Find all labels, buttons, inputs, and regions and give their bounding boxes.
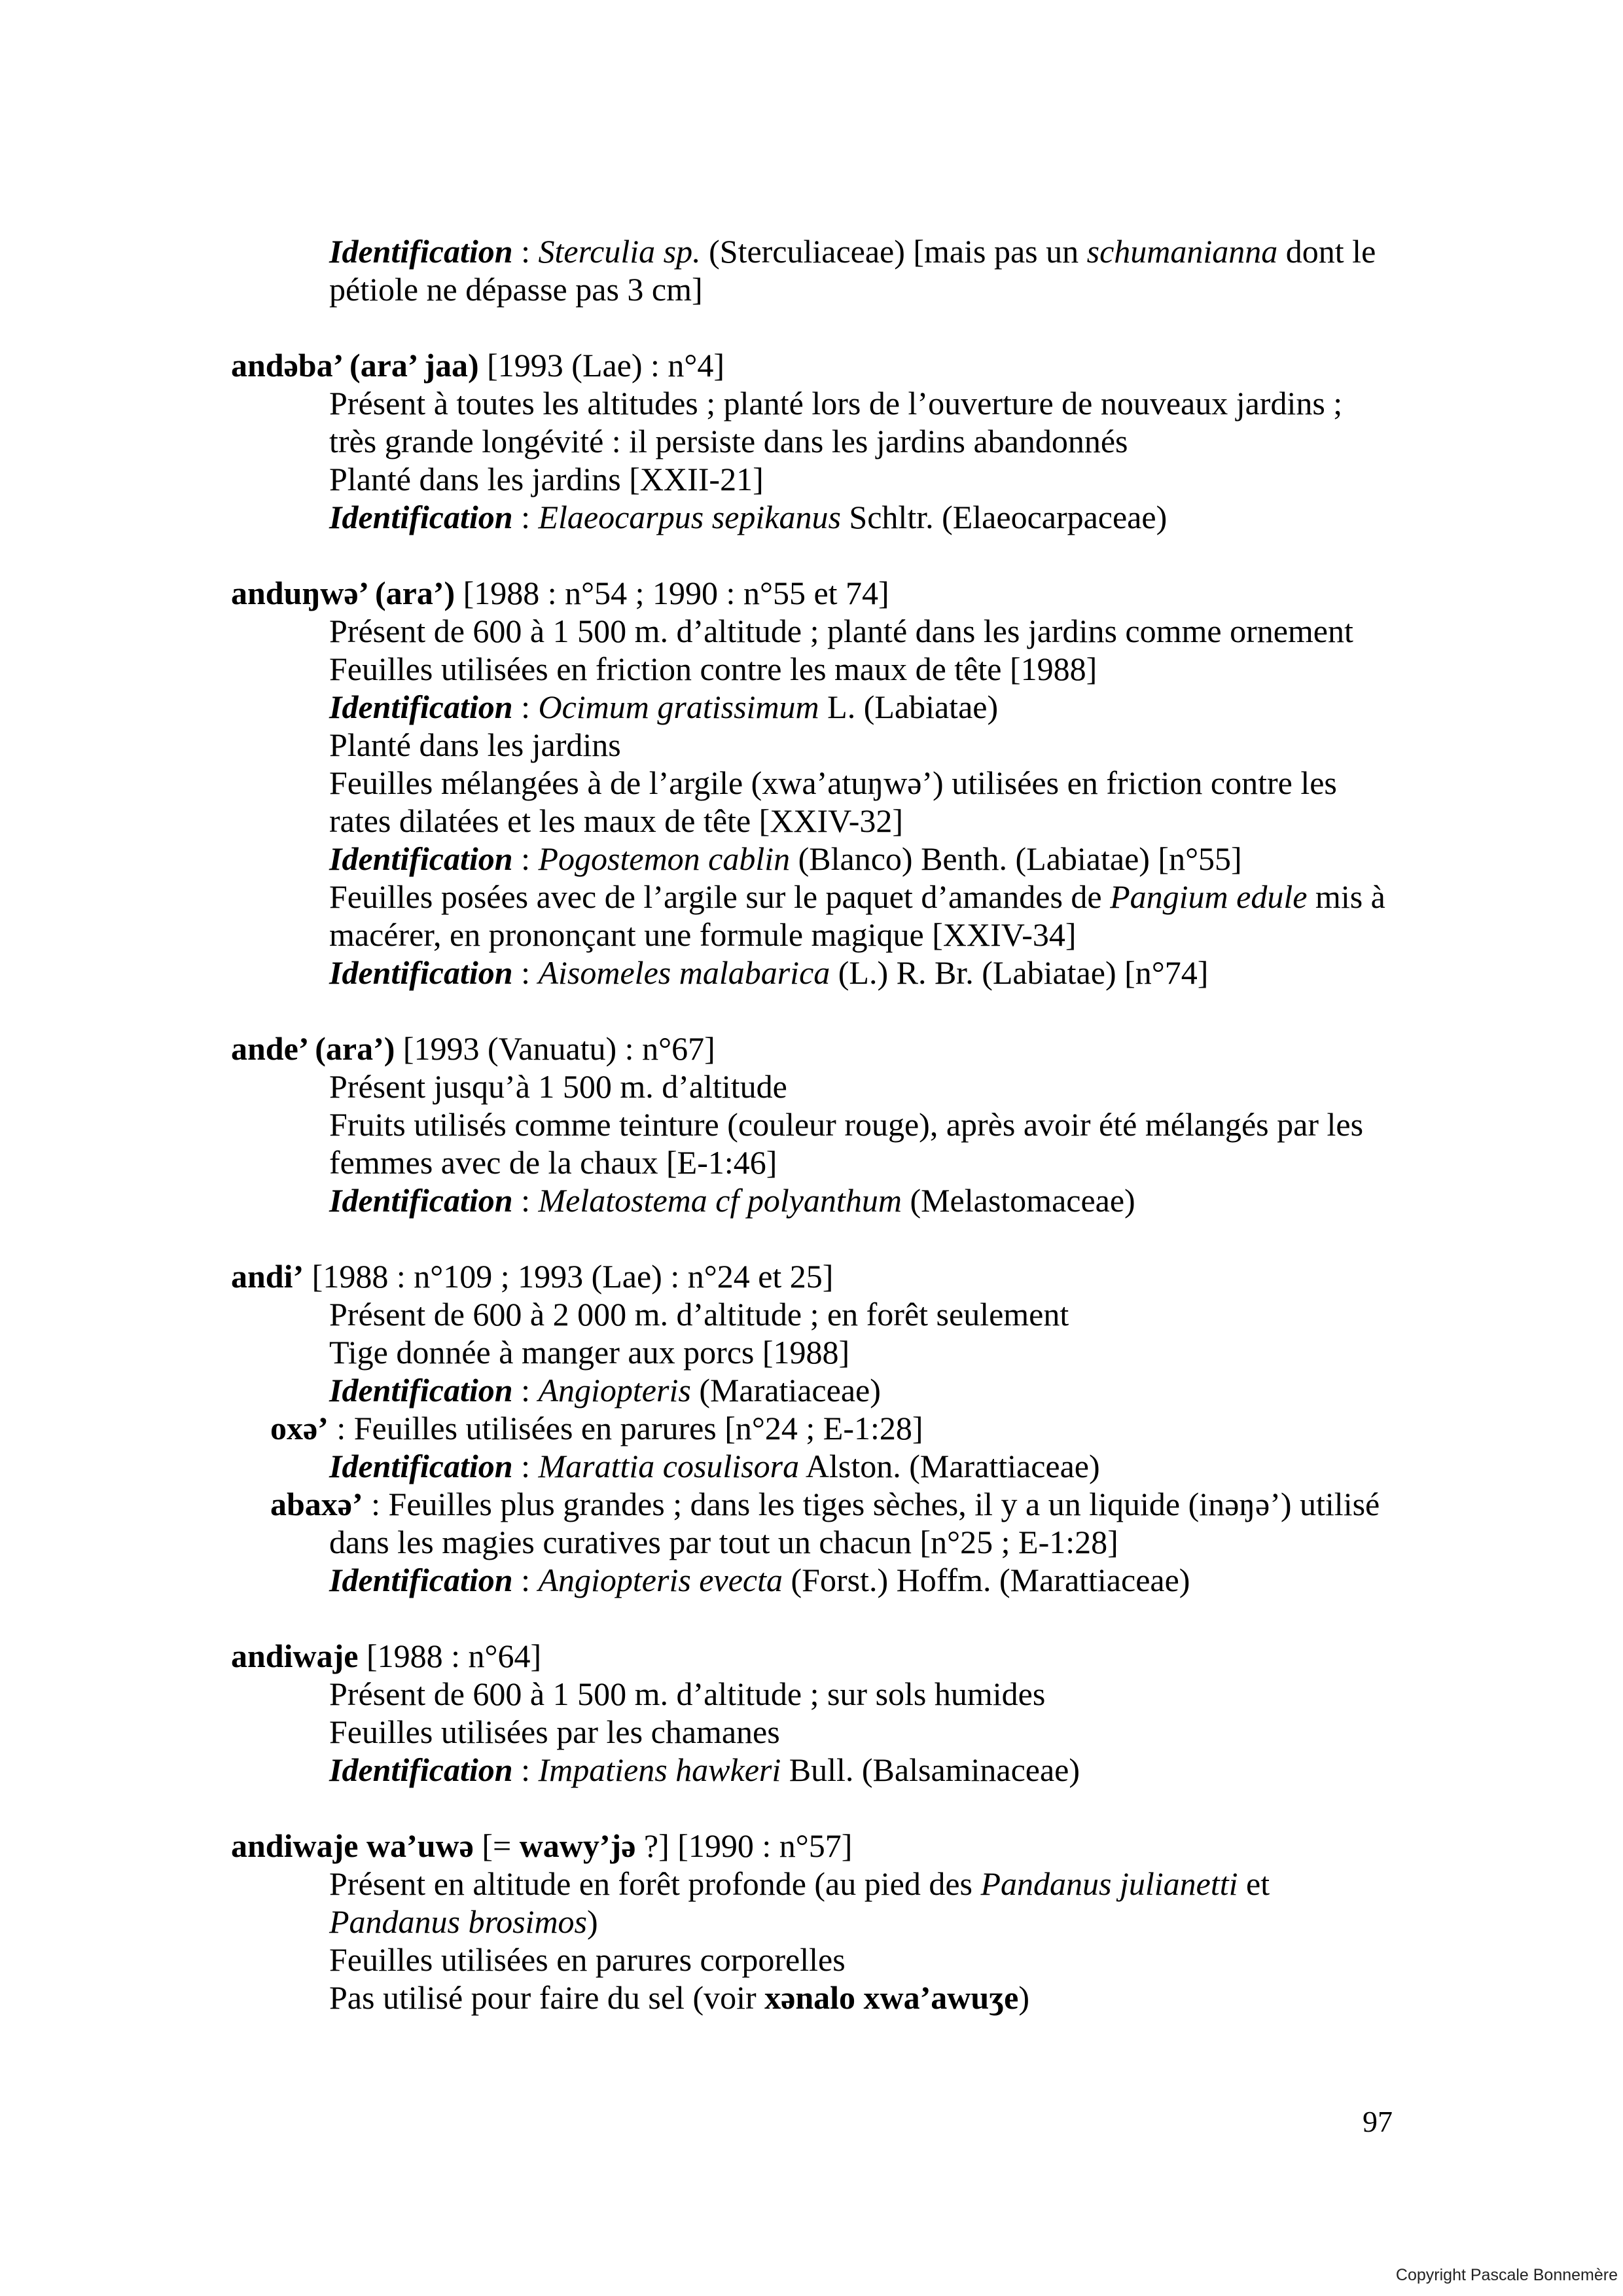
taxon-name: Pogostemon cablin — [538, 840, 791, 877]
dictionary-entry — [231, 1637, 1409, 1789]
taxon-name: Melatostema cf polyanthum — [538, 1182, 902, 1219]
entry-headword-line — [231, 1827, 1409, 1865]
dictionary-entry — [231, 1257, 1409, 1599]
entry-text: Présent de 600 à 2 000 m. d’altitude ; en forêt seulement — [329, 1296, 1069, 1333]
entry-body-line — [231, 650, 1409, 688]
identification-label: Identification — [329, 233, 513, 270]
entry-body-line — [231, 1143, 1409, 1181]
entry-body-line — [231, 726, 1409, 764]
entry-text: Tige donnée à manger aux porcs [1988] — [329, 1334, 850, 1371]
entry-text: : — [512, 233, 539, 270]
page-number: 97 — [1363, 2105, 1393, 2138]
entry-headword-line — [231, 1257, 1409, 1295]
entry-body-line — [231, 612, 1409, 650]
entry-body-line — [231, 916, 1409, 954]
sub-entry-line — [231, 1485, 1409, 1523]
entry-text: (Melastomaceae) — [901, 1182, 1135, 1219]
identification-label: Identification — [329, 499, 513, 535]
identification-label: Identification — [329, 1562, 513, 1598]
entry-text: [= — [473, 1827, 520, 1864]
entry-body-line — [231, 878, 1409, 916]
entry-text: : — [512, 1182, 539, 1219]
taxon-name: Aisomeles malabarica — [538, 954, 830, 991]
headword-text: xənalo xwa’awuʒe — [764, 1979, 1019, 2016]
entry-body-line — [231, 1295, 1409, 1333]
entry-headword-line — [231, 1030, 1409, 1067]
entry-text: [1988 : n°109 ; 1993 (Lae) : n°24 et 25] — [304, 1258, 834, 1295]
entry-body-line — [231, 802, 1409, 840]
entry-text: : — [512, 954, 539, 991]
entry-body-line — [231, 1561, 1409, 1599]
identification-label: Identification — [329, 1182, 513, 1219]
entry-body-line — [231, 1333, 1409, 1371]
entry-headword-line — [231, 346, 1409, 384]
taxon-name: Ocimum gratissimum — [538, 689, 819, 725]
entry-text: : Feuilles plus grandes ; dans les tiges sèches, il y a un liquide (inəŋə’) utilisé — [363, 1486, 1380, 1522]
entry-text: et — [1238, 1865, 1270, 1902]
copyright-notice: Copyright Pascale Bonnemère — [1395, 2266, 1618, 2284]
entry-text: Feuilles posées avec de l’argile sur le paquet d’amandes de — [329, 878, 1111, 915]
entry-body-line — [231, 422, 1409, 460]
headword-text: oxə’ — [270, 1410, 329, 1446]
entry-text: mis à — [1307, 878, 1385, 915]
entry-text: : Feuilles utilisées en parures [n°24 ; E-1:28] — [328, 1410, 923, 1446]
entry-body-line — [231, 1675, 1409, 1713]
entry-text: rates dilatées et les maux de tête [XXIV-32] — [329, 802, 904, 839]
entry-text: Fruits utilisés comme teinture (couleur rouge), après avoir été mélangés par les — [329, 1106, 1364, 1143]
identification-label: Identification — [329, 689, 513, 725]
entry-text: (Sterculiaceae) [mais pas un — [700, 233, 1087, 270]
entry-text: : — [512, 840, 539, 877]
entry-text: (Blanco) Benth. (Labiatae) [n°55] — [790, 840, 1242, 877]
headword-text: andi’ — [231, 1258, 304, 1295]
entry-body-line — [231, 498, 1409, 536]
entry-body-line — [231, 840, 1409, 878]
entry-text: Feuilles utilisées en parures corporelles — [329, 1941, 846, 1978]
entry-text: : — [512, 689, 539, 725]
entry-text: (Forst.) Hoffm. (Marattiaceae) — [782, 1562, 1190, 1598]
taxon-name: Pandanus brosimos — [329, 1903, 588, 1940]
entry-text: : — [512, 1372, 539, 1408]
entry-body-line — [231, 1979, 1409, 2017]
headword-text: abaxə’ — [270, 1486, 363, 1522]
entry-text: [1993 (Lae) : n°4] — [478, 347, 725, 384]
identification-label: Identification — [329, 1751, 513, 1788]
entry-text: (Maratiaceae) — [690, 1372, 881, 1408]
dictionary-entry — [231, 232, 1409, 308]
entry-text: [1988 : n°54 ; 1990 : n°55 et 74] — [455, 575, 889, 611]
entry-body-line — [231, 688, 1409, 726]
entry-body-line — [231, 1447, 1409, 1485]
entry-text: Pas utilisé pour faire du sel (voir — [329, 1979, 765, 2016]
entry-text: Feuilles utilisées par les chamanes — [329, 1713, 780, 1750]
entry-headword-line — [231, 574, 1409, 612]
taxon-name: schumanianna — [1086, 233, 1278, 270]
identification-label: Identification — [329, 1372, 513, 1408]
entry-text: Présent de 600 à 1 500 m. d’altitude ; sur sols humides — [329, 1676, 1046, 1712]
entry-body-line — [231, 954, 1409, 992]
headword-text: andəba’ (ara’ jaa) — [231, 347, 479, 384]
entry-text: Feuilles utilisées en friction contre les maux de tête [1988] — [329, 651, 1097, 687]
entry-body-line — [231, 232, 1409, 270]
entry-text: Présent en altitude en forêt profonde (au pied des — [329, 1865, 981, 1902]
entry-text: Schltr. (Elaeocarpaceae) — [840, 499, 1168, 535]
entry-text: Planté dans les jardins [XXII-21] — [329, 461, 764, 497]
entry-body-line — [231, 1865, 1409, 1903]
entry-body-line — [231, 384, 1409, 422]
dictionary-entries — [231, 232, 1409, 2054]
entry-text: (L.) R. Br. (Labiatae) [n°74] — [830, 954, 1209, 991]
entry-text: Alston. (Marattiaceae) — [799, 1448, 1100, 1484]
entry-text: Présent à toutes les altitudes ; planté lors de l’ouverture de nouveaux jardins ; — [329, 385, 1343, 422]
entry-body-line — [231, 270, 1409, 308]
entry-body-line — [231, 1903, 1409, 1941]
entry-body-line — [231, 1067, 1409, 1105]
taxon-name: Impatiens hawkeri — [538, 1751, 781, 1788]
entry-text: L. (Labiatae) — [819, 689, 999, 725]
entry-text: Présent jusqu’à 1 500 m. d’altitude — [329, 1068, 787, 1105]
identification-label: Identification — [329, 1448, 513, 1484]
identification-label: Identification — [329, 840, 513, 877]
entry-text: très grande longévité : il persiste dans les jardins abandonnés — [329, 423, 1128, 459]
taxon-name: Angiopteris — [538, 1372, 691, 1408]
dictionary-entry — [231, 346, 1409, 536]
taxon-name: Pangium edule — [1110, 878, 1308, 915]
dictionary-entry — [231, 1827, 1409, 2017]
entry-text: [1993 (Vanuatu) : n°67] — [395, 1030, 715, 1067]
headword-text: ande’ (ara’) — [231, 1030, 395, 1067]
entry-text: pétiole ne dépasse pas 3 cm] — [329, 271, 703, 308]
headword-text: andiwaje — [231, 1638, 359, 1674]
entry-text: dans les magies curatives par tout un chacun [n°25 ; E-1:28] — [329, 1524, 1118, 1560]
entry-body-line — [231, 1181, 1409, 1219]
entry-headword-line — [231, 1637, 1409, 1675]
entry-text: Présent de 600 à 1 500 m. d’altitude ; planté dans les jardins comme ornement — [329, 613, 1353, 649]
entry-text: : — [512, 1751, 539, 1788]
entry-text: femmes avec de la chaux [E-1:46] — [329, 1144, 777, 1181]
entry-body-line — [231, 1523, 1409, 1561]
entry-text: Bull. (Balsaminaceae) — [781, 1751, 1080, 1788]
entry-text: Planté dans les jardins — [329, 726, 621, 763]
taxon-name: Pandanus julianetti — [980, 1865, 1238, 1902]
entry-body-line — [231, 1713, 1409, 1751]
entry-text: macérer, en prononçant une formule magique [XXIV-34] — [329, 916, 1077, 953]
entry-text: [1988 : n°64] — [358, 1638, 542, 1674]
entry-text: : — [512, 499, 539, 535]
headword-text: anduŋwə’ (ara’) — [231, 575, 455, 611]
entry-body-line — [231, 460, 1409, 498]
entry-text: dont le — [1277, 233, 1376, 270]
taxon-name: Angiopteris evecta — [538, 1562, 783, 1598]
identification-label: Identification — [329, 954, 513, 991]
entry-text: : — [512, 1448, 539, 1484]
entry-body-line — [231, 1105, 1409, 1143]
entry-body-line — [231, 764, 1409, 802]
entry-text: : — [512, 1562, 539, 1598]
entry-text: ) — [1018, 1979, 1029, 2016]
taxon-name: Sterculia sp. — [538, 233, 701, 270]
entry-body-line — [231, 1941, 1409, 1979]
entry-body-line — [231, 1751, 1409, 1789]
taxon-name: Marattia cosulisora — [538, 1448, 800, 1484]
entry-body-line — [231, 1371, 1409, 1409]
headword-text: andiwaje wa’uwə — [231, 1827, 474, 1864]
entry-text: Feuilles mélangées à de l’argile (xwa’atuŋwə’) utilisées en friction contre les — [329, 764, 1337, 801]
dictionary-entry — [231, 574, 1409, 992]
entry-text: ?] [1990 : n°57] — [635, 1827, 853, 1864]
entry-text: ) — [587, 1903, 598, 1940]
taxon-name: Elaeocarpus sepikanus — [538, 499, 841, 535]
dictionary-entry — [231, 1030, 1409, 1219]
sub-entry-line — [231, 1409, 1409, 1447]
headword-text: wawy’jə — [519, 1827, 636, 1864]
